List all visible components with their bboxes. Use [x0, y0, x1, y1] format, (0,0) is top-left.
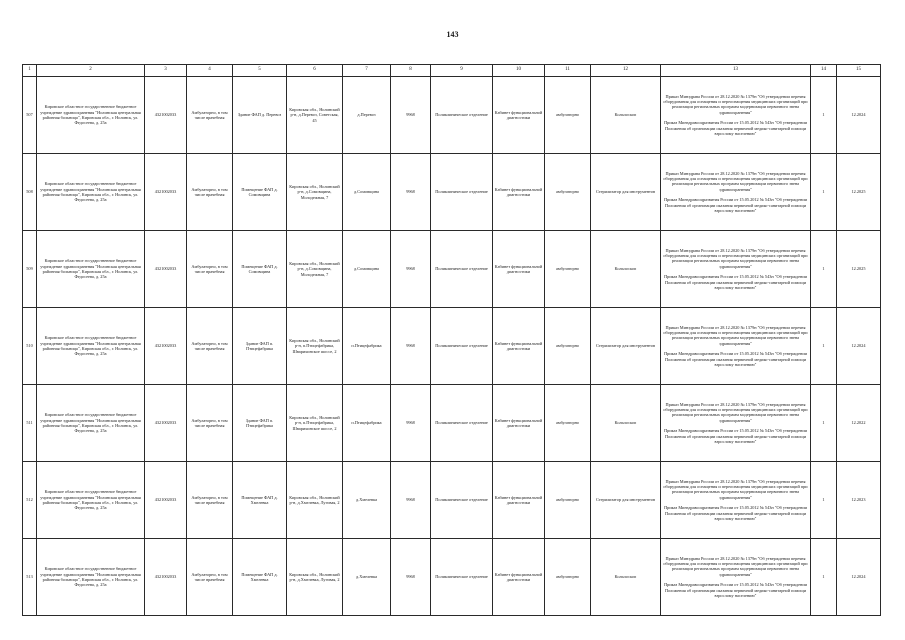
- code: 9968: [391, 462, 431, 539]
- row-number: 513: [23, 539, 37, 616]
- locality: д.Сомовщина: [343, 154, 391, 231]
- care-type: Амбулаторно, в том числе врачебная: [187, 308, 233, 385]
- care-form: амбулаторно: [545, 231, 591, 308]
- care-form: амбулаторно: [545, 308, 591, 385]
- page-number: 143: [446, 30, 459, 39]
- care-type: Амбулаторно, в том числе врачебная: [187, 385, 233, 462]
- quantity: 1: [811, 154, 837, 231]
- legal-basis: [661, 462, 811, 539]
- legal-basis: [661, 231, 811, 308]
- column-number: 10: [493, 65, 545, 77]
- inn-code: 4321002033: [145, 385, 187, 462]
- code: 9968: [391, 154, 431, 231]
- legal-basis-order-1379n: Приказ Минздрава России от 28.12.2020 № 1379н "Об утверждении перечня оборудования для оснащения и переоснащения медицинских организаций при реализации региональных программ модернизации первичного звена здравоохранения": [663, 93, 808, 115]
- care-form: амбулаторно: [545, 154, 591, 231]
- inn-code: 4321002033: [145, 231, 187, 308]
- locality: д.Перевоз: [343, 77, 391, 154]
- legal-basis: [661, 385, 811, 462]
- column-number: 11: [545, 65, 591, 77]
- code: 9968: [391, 539, 431, 616]
- quantity: 1: [811, 308, 837, 385]
- equipment-name: Стерилизатор для инструментов: [591, 462, 661, 539]
- legal-basis-order-543n: Приказ Минздравсоцразвития России от 15.05.2012 № 543н "Об утверждении Положения об организации оказания первичной медико-санитарной помощи взрослому населению": [664, 197, 807, 213]
- delivery-date: 12.2025: [837, 231, 881, 308]
- facility-unit: Помещение ФАП д. Хмелевка: [233, 539, 287, 616]
- legal-basis-order-1379n: Приказ Минздрава России от 28.12.2020 № 1379н "Об утверждении перечня оборудования для оснащения и переоснащения медицинских организаций при реализации региональных программ модернизации первичного звена здравоохранения": [663, 247, 808, 269]
- column-number: 13: [661, 65, 811, 77]
- table-row: [23, 385, 881, 462]
- column-number: 9: [431, 65, 493, 77]
- inn-code: 4321002033: [145, 539, 187, 616]
- legal-basis-order-1379n: Приказ Минздрава России от 28.12.2020 № 1379н "Об утверждении перечня оборудования для оснащения и переоснащения медицинских организаций при реализации региональных программ модернизации первичного звена здравоохранения": [663, 555, 808, 577]
- row-number: 511: [23, 385, 37, 462]
- equipment-name: Кольпоскоп: [591, 539, 661, 616]
- facility-address: Кировская обл., Нолинский р-н, п.Птицефабрика, Шварихинское шоссе, 2: [287, 385, 343, 462]
- inn-code: 4321002033: [145, 308, 187, 385]
- delivery-date: 12.2025: [837, 154, 881, 231]
- delivery-date: 12.2022: [837, 385, 881, 462]
- department: Поликлиническое отделение: [431, 308, 493, 385]
- legal-basis-order-543n: Приказ Минздравсоцразвития России от 15.05.2012 № 543н "Об утверждении Положения об организации оказания первичной медико-санитарной помощи взрослому населению": [664, 505, 807, 521]
- care-form: амбулаторно: [545, 77, 591, 154]
- room: Кабинет функциональной диагностики: [493, 308, 545, 385]
- facility-address: Кировская обл., Нолинский р-н, д.Хмелевка, Луговая, 2: [287, 539, 343, 616]
- department: Поликлиническое отделение: [431, 231, 493, 308]
- delivery-date: 12.2024: [837, 539, 881, 616]
- column-number-row: [23, 65, 881, 77]
- facility-unit: Здание ФАП д. Перевоз: [233, 77, 287, 154]
- care-form: амбулаторно: [545, 539, 591, 616]
- room: Кабинет функциональной диагностики: [493, 231, 545, 308]
- organization-name: Кировское областное государственное бюджетное учреждение здравоохранения "Нолинская центральная районная больница", Кировская обл., г. Нолинск, ул. Федосеева, д. 25а: [37, 154, 145, 231]
- table-row: [23, 231, 881, 308]
- equipment-name: Кольпоскоп: [591, 77, 661, 154]
- facility-unit: Здание ФАП п. Птицефабрика: [233, 385, 287, 462]
- column-number: 14: [811, 65, 837, 77]
- facility-address: Кировская обл., Нолинский р-н, д.Сомовщина, Молодежная, 7: [287, 154, 343, 231]
- legal-basis-order-543n: Приказ Минздравсоцразвития России от 15.05.2012 № 543н "Об утверждении Положения об организации оказания первичной медико-санитарной помощи взрослому населению": [664, 120, 807, 136]
- facility-address: Кировская обл., Нолинский р-н, д.Хмелевка, Луговая, 2: [287, 462, 343, 539]
- equipment-name: Стерилизатор для инструментов: [591, 154, 661, 231]
- facility-unit: Помещение ФАП д. Сомовщина: [233, 231, 287, 308]
- room: Кабинет функциональной диагностики: [493, 154, 545, 231]
- legal-basis-order-543n: Приказ Минздравсоцразвития России от 15.05.2012 № 543н "Об утверждении Положения об организации оказания первичной медико-санитарной помощи взрослому населению": [664, 582, 807, 598]
- legal-basis-order-1379n: Приказ Минздрава России от 28.12.2020 № 1379н "Об утверждении перечня оборудования для оснащения и переоснащения медицинских организаций при реализации региональных программ модернизации первичного звена здравоохранения": [663, 324, 808, 346]
- row-number: 510: [23, 308, 37, 385]
- locality: д.Сомовщина: [343, 231, 391, 308]
- legal-basis-order-543n: Приказ Минздравсоцразвития России от 15.05.2012 № 543н "Об утверждении Положения об организации оказания первичной медико-санитарной помощи взрослому населению": [664, 274, 807, 290]
- department: Поликлиническое отделение: [431, 385, 493, 462]
- legal-basis-order-1379n: Приказ Минздрава России от 28.12.2020 № 1379н "Об утверждении перечня оборудования для оснащения и переоснащения медицинских организаций при реализации региональных программ модернизации первичного звена здравоохранения": [663, 401, 808, 423]
- equipment-name: Стерилизатор для инструментов: [591, 308, 661, 385]
- row-number: 509: [23, 231, 37, 308]
- locality: д.Хмелевка: [343, 539, 391, 616]
- care-type: Амбулаторно, в том числе врачебная: [187, 154, 233, 231]
- row-number: 512: [23, 462, 37, 539]
- equipment-name: Кольпоскоп: [591, 231, 661, 308]
- column-number: 8: [391, 65, 431, 77]
- room: Кабинет функциональной диагностики: [493, 539, 545, 616]
- facility-address: Кировская обл., Нолинский р-н, д.Сомовщина, Молодежная, 7: [287, 231, 343, 308]
- organization-name: Кировское областное государственное бюджетное учреждение здравоохранения "Нолинская центральная районная больница", Кировская обл., г. Нолинск, ул. Федосеева, д. 25а: [37, 308, 145, 385]
- locality: п.Птицефабрика: [343, 308, 391, 385]
- legal-basis: [661, 539, 811, 616]
- legal-basis-order-1379n: Приказ Минздрава России от 28.12.2020 № 1379н "Об утверждении перечня оборудования для оснащения и переоснащения медицинских организаций при реализации региональных программ модернизации первичного звена здравоохранения": [663, 170, 808, 192]
- care-type: Амбулаторно, в том числе врачебная: [187, 539, 233, 616]
- column-number: 7: [343, 65, 391, 77]
- column-number: 6: [287, 65, 343, 77]
- facility-unit: Помещение ФАП д. Сомовщина: [233, 154, 287, 231]
- column-number: 4: [187, 65, 233, 77]
- row-number: 508: [23, 154, 37, 231]
- organization-name: Кировское областное государственное бюджетное учреждение здравоохранения "Нолинская центральная районная больница", Кировская обл., г. Нолинск, ул. Федосеева, д. 25а: [37, 77, 145, 154]
- code: 9968: [391, 77, 431, 154]
- row-number: 507: [23, 77, 37, 154]
- care-type: Амбулаторно, в том числе врачебная: [187, 231, 233, 308]
- care-type: Амбулаторно, в том числе врачебная: [187, 77, 233, 154]
- code: 9968: [391, 385, 431, 462]
- column-number: 1: [23, 65, 37, 77]
- legal-basis-order-543n: Приказ Минздравсоцразвития России от 15.05.2012 № 543н "Об утверждении Положения об организации оказания первичной медико-санитарной помощи взрослому населению": [664, 428, 807, 444]
- table-row: [23, 77, 881, 154]
- table-row: [23, 154, 881, 231]
- table-row: [23, 308, 881, 385]
- code: 9968: [391, 231, 431, 308]
- care-type: Амбулаторно, в том числе врачебная: [187, 462, 233, 539]
- table-row: [23, 462, 881, 539]
- quantity: 1: [811, 77, 837, 154]
- organization-name: Кировское областное государственное бюджетное учреждение здравоохранения "Нолинская центральная районная больница", Кировская обл., г. Нолинск, ул. Федосеева, д. 25а: [37, 385, 145, 462]
- department: Поликлиническое отделение: [431, 154, 493, 231]
- facility-unit: Здание ФАП п. Птицефабрика: [233, 308, 287, 385]
- department: Поликлиническое отделение: [431, 77, 493, 154]
- organization-name: Кировское областное государственное бюджетное учреждение здравоохранения "Нолинская центральная районная больница", Кировская обл., г. Нолинск, ул. Федосеева, д. 25а: [37, 462, 145, 539]
- table-row: [23, 539, 881, 616]
- equipment-name: Кольпоскоп: [591, 385, 661, 462]
- column-number: 5: [233, 65, 287, 77]
- inn-code: 4321002033: [145, 77, 187, 154]
- column-number: 12: [591, 65, 661, 77]
- organization-name: Кировское областное государственное бюджетное учреждение здравоохранения "Нолинская центральная районная больница", Кировская обл., г. Нолинск, ул. Федосеева, д. 25а: [37, 231, 145, 308]
- delivery-date: 12.2024: [837, 77, 881, 154]
- column-number: 15: [837, 65, 881, 77]
- room: Кабинет функциональной диагностики: [493, 385, 545, 462]
- locality: п.Птицефабрика: [343, 385, 391, 462]
- quantity: 1: [811, 231, 837, 308]
- quantity: 1: [811, 539, 837, 616]
- equipment-registry-table: [22, 64, 881, 616]
- room: Кабинет функциональной диагностики: [493, 77, 545, 154]
- department: Поликлиническое отделение: [431, 462, 493, 539]
- organization-name: Кировское областное государственное бюджетное учреждение здравоохранения "Нолинская центральная районная больница", Кировская обл., г. Нолинск, ул. Федосеева, д. 25а: [37, 539, 145, 616]
- delivery-date: 12.2023: [837, 462, 881, 539]
- facility-address: Кировская обл., Нолинский р-н, д.Перевоз, Советская, 45: [287, 77, 343, 154]
- inn-code: 4321002033: [145, 154, 187, 231]
- column-number: 2: [37, 65, 145, 77]
- facility-unit: Помещение ФАП д. Хмелевка: [233, 462, 287, 539]
- facility-address: Кировская обл., Нолинский р-н, п.Птицефабрика, Шварихинское шоссе, 2: [287, 308, 343, 385]
- care-form: амбулаторно: [545, 462, 591, 539]
- legal-basis: [661, 154, 811, 231]
- legal-basis: [661, 77, 811, 154]
- quantity: 1: [811, 462, 837, 539]
- quantity: 1: [811, 385, 837, 462]
- room: Кабинет функциональной диагностики: [493, 462, 545, 539]
- locality: д.Хмелевка: [343, 462, 391, 539]
- care-form: амбулаторно: [545, 385, 591, 462]
- department: Поликлиническое отделение: [431, 539, 493, 616]
- column-number: 3: [145, 65, 187, 77]
- legal-basis: [661, 308, 811, 385]
- legal-basis-order-543n: Приказ Минздравсоцразвития России от 15.05.2012 № 543н "Об утверждении Положения об организации оказания первичной медико-санитарной помощи взрослому населению": [664, 351, 807, 367]
- legal-basis-order-1379n: Приказ Минздрава России от 28.12.2020 № 1379н "Об утверждении перечня оборудования для оснащения и переоснащения медицинских организаций при реализации региональных программ модернизации первичного звена здравоохранения": [663, 478, 808, 500]
- inn-code: 4321002033: [145, 462, 187, 539]
- code: 9968: [391, 308, 431, 385]
- delivery-date: 12.2024: [837, 308, 881, 385]
